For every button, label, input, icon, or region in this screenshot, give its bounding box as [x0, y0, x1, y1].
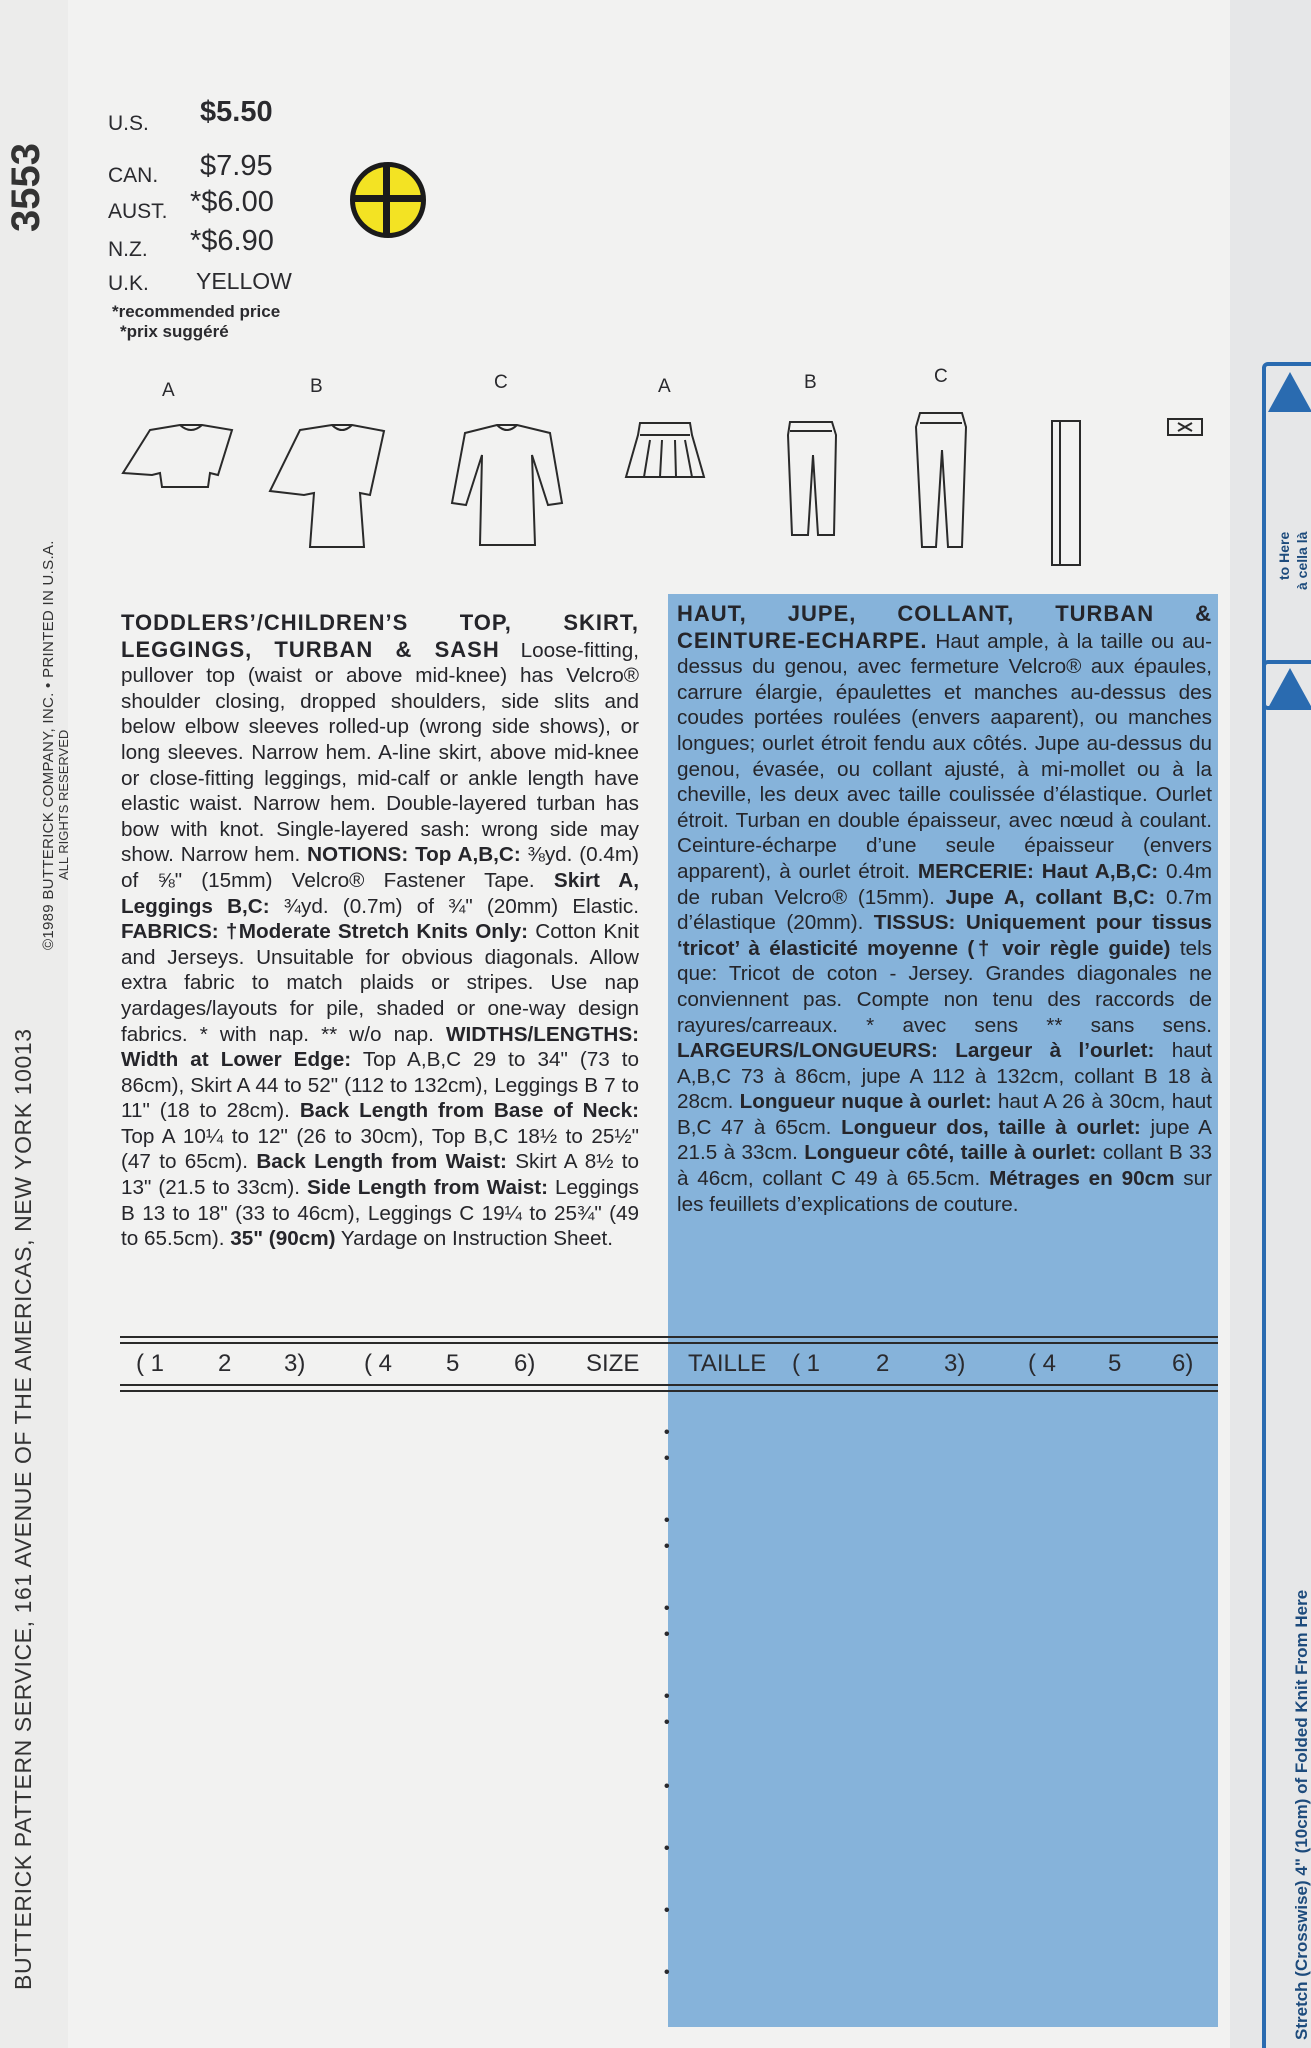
publisher-line: BUTTERICK PATTERN SERVICE, 161 AVENUE OF THE AMERICAS, NEW YORK 10013	[10, 1028, 36, 1990]
cote-text: collant B 33 à 46cm, collant C 49 à 65.5cm.	[677, 1141, 1213, 1191]
pattern-number: 3553	[4, 143, 48, 232]
description-en	[121, 610, 639, 1252]
arrow-up-icon	[1268, 668, 1311, 708]
row-bullet: •	[664, 1626, 670, 1643]
row-bullet: •	[664, 1424, 670, 1441]
table-rule-header	[120, 1384, 1218, 1386]
jupe-text: 0.7m d’élastique (20mm).	[677, 885, 1213, 935]
size-header-5: 5	[446, 1350, 460, 1377]
size-header-4: ( 4	[364, 1350, 393, 1377]
row-bullet: •	[664, 1688, 670, 1705]
table-rule-header-2	[120, 1390, 1218, 1392]
size-header-2: 2	[218, 1350, 232, 1377]
body-fr: Haut ample, à la taille ou au-dessus du genou, avec fermeture Velcro® aux épaules, carrure élargie, épaulettes et manches au-dessus des coudes portées roulées (envers aaparent), ou manches longues; ourlet étroit fendu aux côtés. Jupe au-dessus du genou, évasée, ou collant ajusté, à mi-mollet ou à la cheville, les deux avec taille coulissée d’élastique. Ourlet étroit. Turban en double épaisseur, avec nœud à coulant. Ceinture-écharpe d’une seule épaisseur (envers apparent), à ourlet étroit.	[677, 629, 1212, 883]
skirt-a-sketch-icon	[626, 423, 704, 477]
description-fr	[677, 601, 1212, 1217]
title-fr: HAUT, JUPE, COLLANT, TURBAN & CEINTURE-ECHARPE.	[677, 601, 1212, 653]
taille-header-1: ( 1	[792, 1350, 821, 1377]
price-nz: *$6.90	[190, 225, 274, 257]
view-label-top-c: C	[494, 372, 508, 393]
price-country-can: CAN.	[108, 164, 159, 187]
top-c-sketch-icon	[452, 425, 562, 545]
rights-line: ALL RIGHTS RESERVED	[56, 729, 71, 880]
size-header-6: 6)	[514, 1350, 536, 1377]
turban-sketch-icon	[1168, 419, 1202, 435]
price-note-fr: *prix suggéré	[120, 322, 229, 341]
side-length-text: Leggings B 13 to 18" (33 to 46cm), Leggings C 19¼ to 25¾" (49 to 65.5cm).	[121, 1176, 639, 1251]
back-neck-text: Top A 10¼ to 12" (26 to 30cm), Top B,C 18½ to 25½" (47 to 65cm).	[121, 1124, 639, 1174]
taille-header-6: 6)	[1172, 1350, 1194, 1377]
view-label-skirt-a: A	[658, 376, 671, 397]
table-rule-top	[120, 1336, 1218, 1338]
price-country-nz: N.Z.	[108, 238, 148, 261]
yardage-text: Yardage on Instruction Sheet.	[340, 1227, 614, 1251]
size-header-3: 3)	[284, 1350, 306, 1377]
row-bullet: •	[664, 1902, 670, 1919]
notions-top-label: Top A,B,C:	[415, 843, 521, 867]
nuque-text: haut A 26 à 30cm, haut B,C 47 à 65cm.	[677, 1090, 1212, 1139]
mercerie-text: 0.4m de ruban Velcro® (15mm).	[677, 859, 1212, 909]
widths-text: Top A,B,C 29 to 34" (73 to 86cm), Skirt A 44 to 52" (112 to 132cm), Leggings B 7 to 11" (18 to 28cm).	[121, 1048, 640, 1123]
view-label-leggings-b: B	[804, 372, 817, 393]
metrages-label: Métrages en 90cm	[989, 1167, 1175, 1191]
tissus-label: TISSUS: Uniquement pour tissus ‘tricot’ à élasticité moyenne († voir règle guide)	[677, 911, 1212, 960]
price-country-uk: U.K.	[108, 272, 149, 295]
price-us: $5.50	[200, 96, 273, 128]
largeurs-text: haut A,B,C 73 à 86cm, jupe A 112 à 132cm, collant B 18 à 28cm.	[677, 1039, 1212, 1114]
metrages-text: sur les feuillets d’explications de couture.	[677, 1167, 1213, 1216]
garment-sketches	[110, 395, 1220, 575]
title-en: TODDLERS’/CHILDREN’S TOP, SKIRT, LEGGINGS, TURBAN & SASH	[121, 610, 639, 662]
guide-text-fr: à cella là	[1294, 531, 1310, 590]
size-header-1: ( 1	[136, 1350, 165, 1377]
row-bullet: •	[664, 1714, 670, 1731]
yardage-label: 35" (90cm)	[230, 1227, 336, 1251]
copyright-line: ©1989 BUTTERICK COMPANY, INC. • PRINTED IN U.S.A.	[40, 540, 57, 950]
yellow-price-seal-icon	[350, 162, 426, 238]
price-country-us: U.S.	[108, 112, 149, 135]
price-uk: YELLOW	[196, 268, 292, 294]
row-bullet: •	[664, 1840, 670, 1857]
taille-header-3: 3)	[944, 1350, 966, 1377]
mercerie-label: MERCERIE: Haut A,B,C:	[917, 859, 1159, 883]
notions-top-text: ⅜yd. (0.4m) of ⅝" (15mm) Velcro® Fastener Tape.	[121, 843, 640, 892]
dos-label: Longueur dos, taille à ourlet:	[841, 1115, 1141, 1139]
notions-skirt-text: ¾yd. (0.7m) of ¾" (20mm) Elastic.	[283, 894, 639, 918]
price-country-aust: AUST.	[108, 200, 168, 223]
fabrics-label: FABRICS: †Moderate Stretch Knits Only:	[121, 920, 529, 944]
notions-skirt-label: Skirt A, Leggings B,C:	[121, 868, 639, 918]
cote-label: Longueur côté, taille à ourlet:	[804, 1141, 1097, 1165]
table-rule-top-2	[120, 1342, 1218, 1344]
dos-text: jupe A 21.5 à 33cm.	[677, 1115, 1212, 1165]
stretch-gauge-note: Stretch (Crosswise) 4" (10cm) of Folded Knit From Here	[1292, 1589, 1311, 2040]
body-en: Loose-fitting, pullover top (waist or above mid-knee) has Velcro® shoulder closing, dropped shoulders, side slits and below elbow sleeves rolled-up (wrong side shows), or long sleeves. Narrow hem. A-line skirt, above mid-knee or close-fitting leggings, mid-calf or ankle length have elastic waist. Narrow hem. Double-layered turban has bow with knot. Single-layered sash: wrong side may show. Narrow hem.	[121, 638, 640, 867]
leggings-c-sketch-icon	[916, 413, 966, 547]
view-label-top-b: B	[310, 376, 323, 397]
view-label-top-a: A	[162, 380, 175, 401]
taille-header-4: ( 4	[1028, 1350, 1057, 1377]
view-label-leggings-c: C	[934, 366, 948, 387]
back-waist-label: Back Length from Waist:	[256, 1150, 507, 1174]
nuque-label: Longueur nuque à ourlet:	[739, 1090, 992, 1114]
row-bullet: •	[664, 1450, 670, 1467]
row-bullet: •	[664, 1964, 670, 1981]
side-length-label: Side Length from Waist:	[307, 1176, 548, 1200]
taille-header-5: 5	[1108, 1350, 1122, 1377]
top-a-sketch-icon	[123, 425, 232, 487]
largeurs-label: LARGEURS/LONGUEURS: Largeur à l’ourlet:	[677, 1039, 1155, 1063]
price-note-en: *recommended price	[112, 302, 281, 321]
row-bullet: •	[664, 1600, 670, 1617]
jupe-label: Jupe A, collant B,C:	[945, 885, 1156, 909]
back-waist-text: Skirt A 8½ to 13" (21.5 to 33cm).	[121, 1150, 640, 1200]
fabrics-text: Cotton Knit and Jerseys. Unsuitable for obvious diagonals. Allow extra fabric to match plaids or stripes. Use nap yardages/layouts for pile, shaded or one-way design fabrics. * with nap. ** w/o nap.	[121, 920, 640, 1046]
taille-label: TAILLE	[688, 1350, 767, 1377]
back-neck-label: Back Length from Base of Neck:	[299, 1099, 640, 1123]
taille-header-2: 2	[876, 1350, 890, 1377]
widths-label: WIDTHS/LENGTHS: Width at Lower Edge:	[121, 1022, 640, 1072]
price-aust: *$6.00	[190, 186, 274, 218]
size-label: SIZE	[586, 1350, 640, 1377]
price-can: $7.95	[200, 150, 273, 182]
row-bullet: •	[664, 1512, 670, 1529]
tissus-text: tels que: Tricot de coton - Jersey. Grandes diagonales ne conviennent pas. Compte non tenu des raccords de rayures/carreaux. * avec sens ** sans sens.	[677, 936, 1213, 1037]
row-bullet: •	[664, 1538, 670, 1555]
notions-label: NOTIONS:	[307, 843, 409, 867]
leggings-b-sketch-icon	[788, 422, 836, 535]
sash-sketch-icon	[1052, 421, 1080, 565]
top-b-sketch-icon	[270, 425, 384, 547]
guide-text-here: to Here	[1276, 531, 1292, 580]
arrow-up-icon	[1268, 372, 1311, 412]
row-bullet: •	[664, 1778, 670, 1795]
